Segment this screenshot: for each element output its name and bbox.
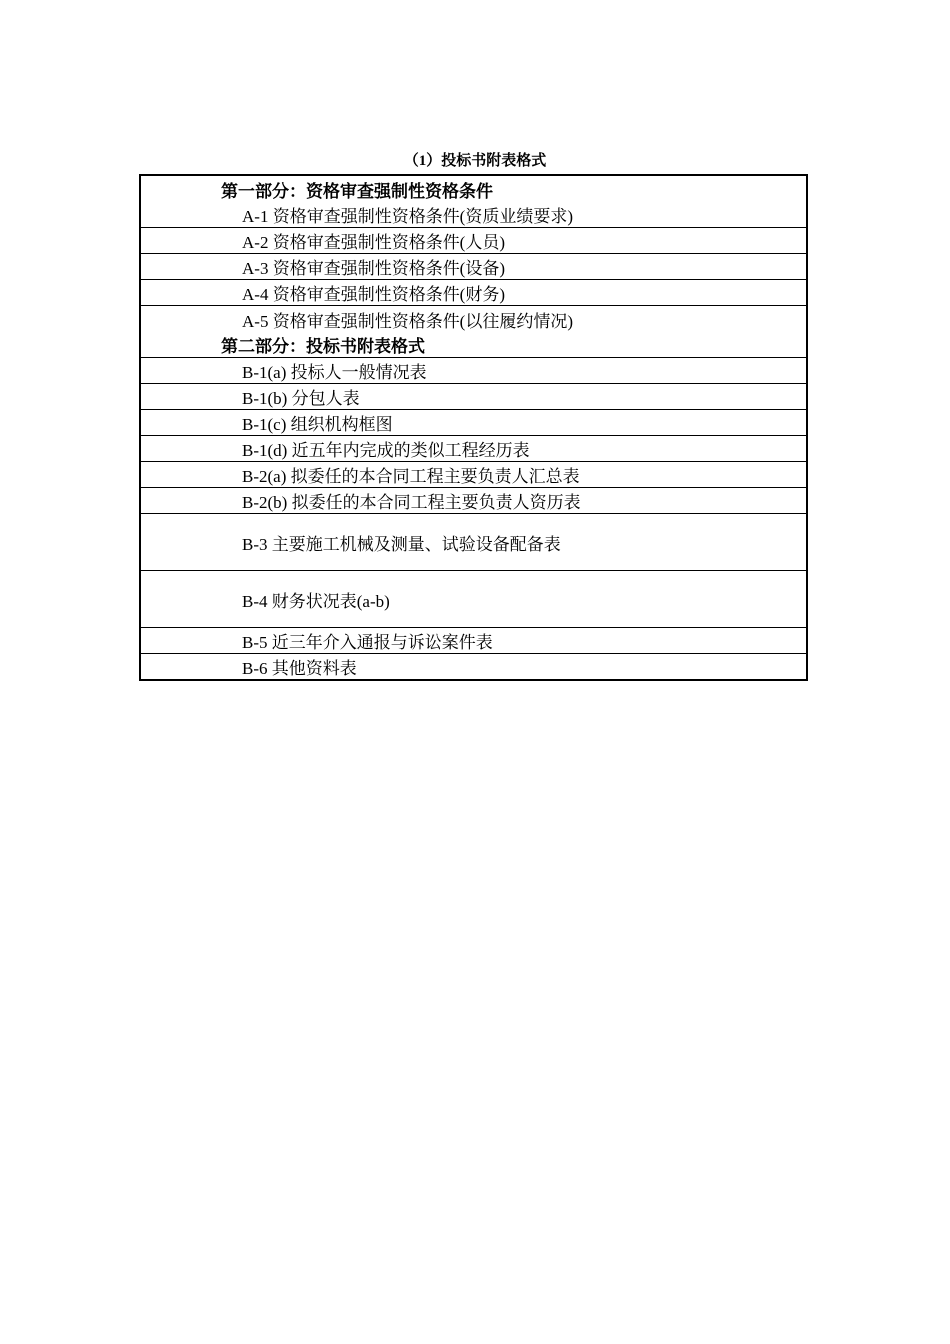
- section-heading-part2: 第二部分：投标书附表格式: [141, 332, 806, 358]
- list-item: A-2 资格审查强制性资格条件(人员): [141, 228, 806, 254]
- document-title: （1）投标书附表格式: [403, 153, 547, 169]
- list-item: B-6 其他资料表: [242, 659, 357, 678]
- list-item: B-1(a) 投标人一般情况表: [141, 358, 806, 384]
- list-item: B-2(b) 拟委任的本合同工程主要负责人资历表: [141, 488, 806, 514]
- section-heading-part1: 第一部分：资格审查强制性资格条件: [221, 181, 493, 201]
- list-item: B-1(b) 分包人表: [141, 384, 806, 410]
- list-item: B-1(c) 组织机构框图: [141, 410, 806, 436]
- appendix-index-table: [139, 174, 808, 681]
- list-item: B-2(a) 拟委任的本合同工程主要负责人汇总表: [141, 462, 806, 488]
- list-item: B-4 财务状况表(a-b): [141, 571, 806, 628]
- list-item: A-5 资格审查强制性资格条件(以往履约情况): [242, 311, 574, 331]
- list-item: A-4 资格审查强制性资格条件(财务): [141, 280, 806, 306]
- list-item: B-1(d) 近五年内完成的类似工程经历表: [141, 436, 806, 462]
- list-item: A-3 资格审查强制性资格条件(设备): [141, 254, 806, 280]
- list-item: A-1 资格审查强制性资格条件(资质业绩要求): [141, 202, 806, 228]
- list-item: B-3 主要施工机械及测量、试验设备配备表: [141, 514, 806, 571]
- list-item: B-5 近三年介入通报与诉讼案件表: [141, 628, 806, 654]
